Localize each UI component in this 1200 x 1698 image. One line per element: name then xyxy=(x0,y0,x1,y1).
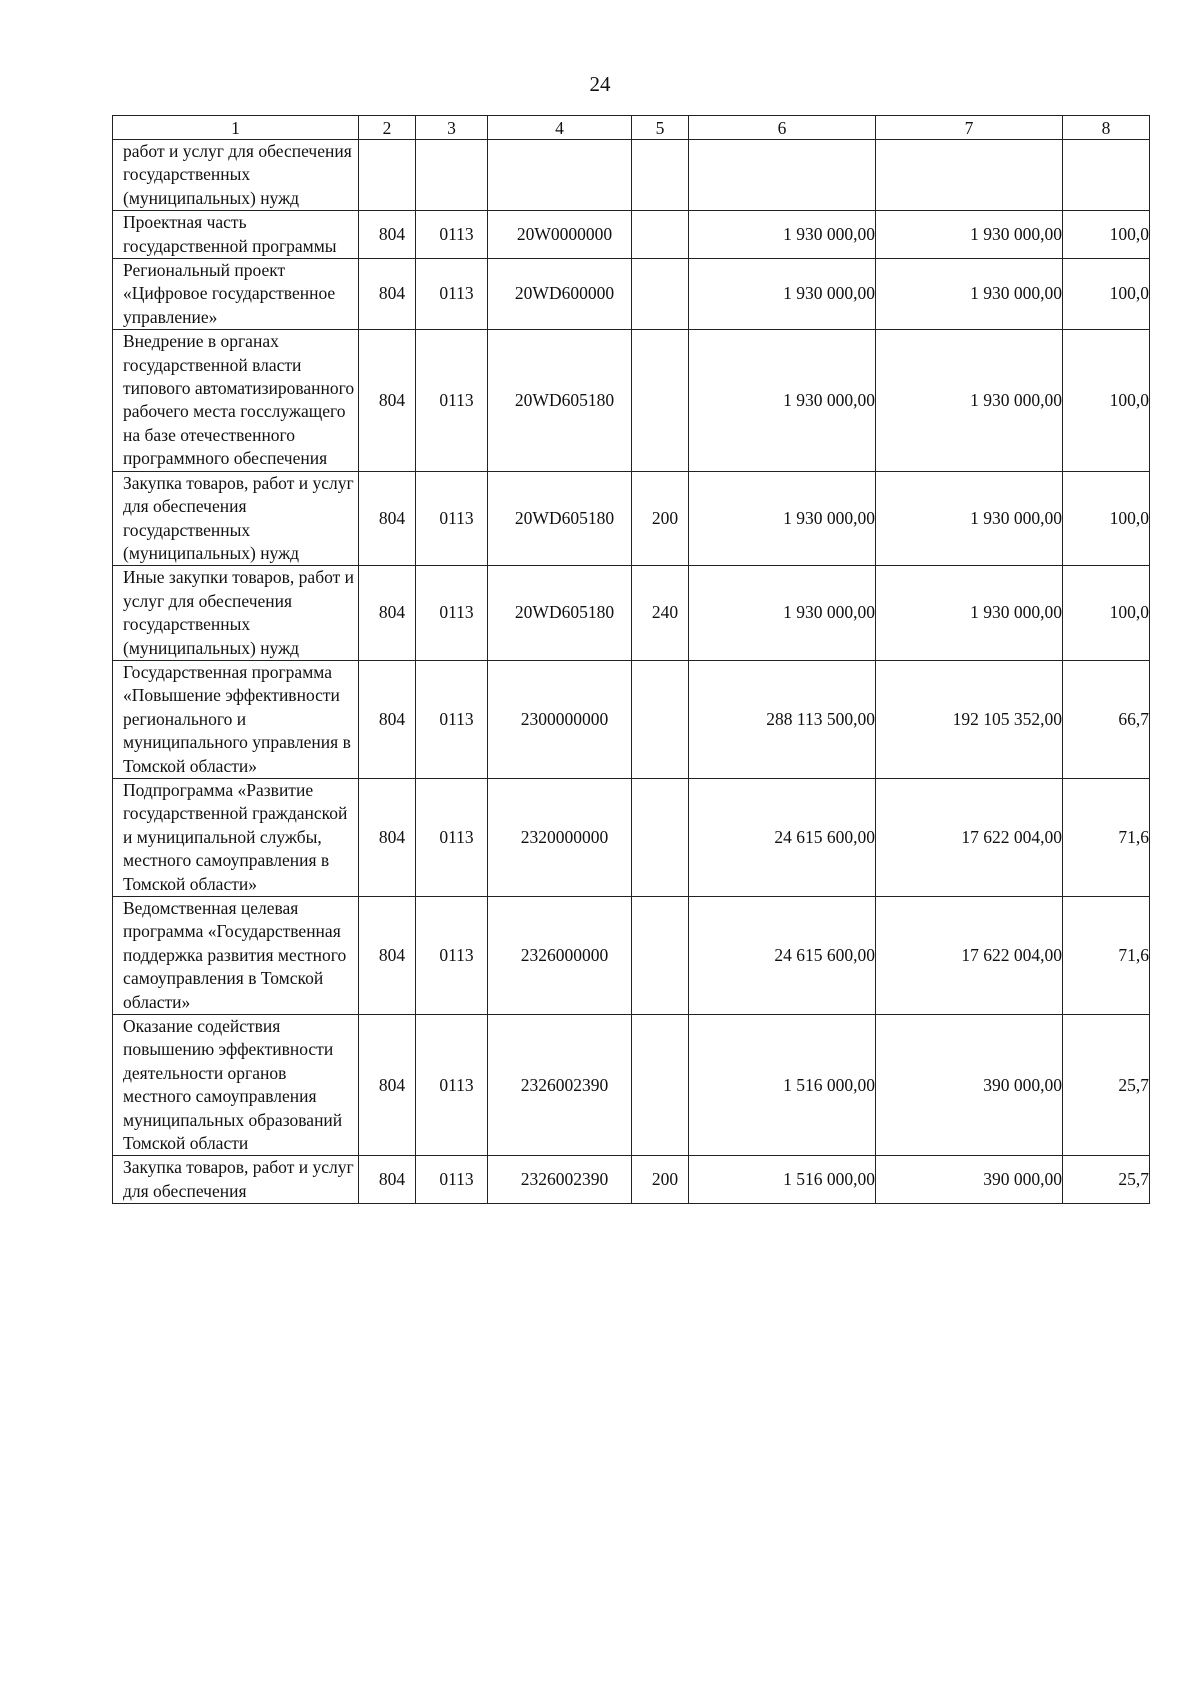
row-name: Подпрограмма «Развитие государственной гражданской и муниципальной службы, местного самоуправления в Томской области» xyxy=(113,778,359,896)
cell-col6: 1 516 000,00 xyxy=(689,1156,876,1204)
cell-col2 xyxy=(359,140,416,211)
table-row xyxy=(113,1015,1150,1156)
table-row xyxy=(113,259,1150,330)
cell-col4: 2326002390 xyxy=(488,1156,632,1204)
row-name: Закупка товаров, работ и услуг для обеспечения xyxy=(113,1156,359,1204)
table-row xyxy=(113,140,1150,211)
col-header: 6 xyxy=(689,116,876,140)
cell-col7: 1 930 000,00 xyxy=(876,211,1063,259)
cell-col3: 0113 xyxy=(416,330,488,471)
cell-col4: 20W0000000 xyxy=(488,211,632,259)
budget-table xyxy=(112,115,1150,1204)
col-header: 4 xyxy=(488,116,632,140)
cell-col4: 20WD605180 xyxy=(488,566,632,661)
cell-col2: 804 xyxy=(359,778,416,896)
cell-col3: 0113 xyxy=(416,897,488,1015)
cell-col4: 2326000000 xyxy=(488,897,632,1015)
cell-col3: 0113 xyxy=(416,471,488,566)
cell-col7: 1 930 000,00 xyxy=(876,566,1063,661)
row-name: Оказание содействия повышению эффективности деятельности органов местного самоуправления муниципальных образований Томской области xyxy=(113,1015,359,1156)
cell-col8: 71,6 xyxy=(1063,897,1150,1015)
row-name: Иные закупки товаров, работ и услуг для обеспечения государственных (муниципальных) нужд xyxy=(113,566,359,661)
cell-col8: 25,7 xyxy=(1063,1015,1150,1156)
col-header: 8 xyxy=(1063,116,1150,140)
cell-col5 xyxy=(632,660,689,778)
cell-col5 xyxy=(632,778,689,896)
col-header: 5 xyxy=(632,116,689,140)
cell-col7: 1 930 000,00 xyxy=(876,259,1063,330)
cell-col3: 0113 xyxy=(416,1015,488,1156)
cell-col3: 0113 xyxy=(416,566,488,661)
cell-col6: 288 113 500,00 xyxy=(689,660,876,778)
row-name: Ведомственная целевая программа «Государственная поддержка развития местного самоуправления в Томской области» xyxy=(113,897,359,1015)
cell-col2: 804 xyxy=(359,897,416,1015)
cell-col4: 20WD600000 xyxy=(488,259,632,330)
row-name: работ и услуг для обеспечения государственных (муниципальных) нужд xyxy=(113,140,359,211)
cell-col3: 0113 xyxy=(416,1156,488,1204)
cell-col4: 20WD605180 xyxy=(488,471,632,566)
cell-col8: 100,0 xyxy=(1063,566,1150,661)
row-name: Закупка товаров, работ и услуг для обеспечения государственных (муниципальных) нужд xyxy=(113,471,359,566)
cell-col7: 390 000,00 xyxy=(876,1156,1063,1204)
cell-col4 xyxy=(488,140,632,211)
cell-col3: 0113 xyxy=(416,778,488,896)
cell-col7 xyxy=(876,140,1063,211)
cell-col7: 17 622 004,00 xyxy=(876,897,1063,1015)
table-row xyxy=(113,1156,1150,1204)
cell-col7: 17 622 004,00 xyxy=(876,778,1063,896)
table-row xyxy=(113,897,1150,1015)
table-row xyxy=(113,566,1150,661)
cell-col3 xyxy=(416,140,488,211)
cell-col3: 0113 xyxy=(416,211,488,259)
col-header: 7 xyxy=(876,116,1063,140)
cell-col2: 804 xyxy=(359,471,416,566)
cell-col6: 1 930 000,00 xyxy=(689,330,876,471)
cell-col8: 25,7 xyxy=(1063,1156,1150,1204)
col-header: 1 xyxy=(113,116,359,140)
cell-col4: 2326002390 xyxy=(488,1015,632,1156)
table-row xyxy=(113,211,1150,259)
cell-col3: 0113 xyxy=(416,259,488,330)
cell-col6 xyxy=(689,140,876,211)
cell-col7: 390 000,00 xyxy=(876,1015,1063,1156)
cell-col6: 24 615 600,00 xyxy=(689,778,876,896)
cell-col7: 1 930 000,00 xyxy=(876,471,1063,566)
cell-col5 xyxy=(632,330,689,471)
row-name: Внедрение в органах государственной власти типового автоматизированного рабочего места госслужащего на базе отечественного программного обеспечения xyxy=(113,330,359,471)
cell-col8 xyxy=(1063,140,1150,211)
cell-col6: 1 930 000,00 xyxy=(689,211,876,259)
col-header: 2 xyxy=(359,116,416,140)
cell-col2: 804 xyxy=(359,566,416,661)
cell-col7: 1 930 000,00 xyxy=(876,330,1063,471)
cell-col8: 100,0 xyxy=(1063,330,1150,471)
row-name: Региональный проект «Цифровое государственное управление» xyxy=(113,259,359,330)
page-number: 24 xyxy=(589,72,611,96)
cell-col2: 804 xyxy=(359,1015,416,1156)
cell-col8: 71,6 xyxy=(1063,778,1150,896)
cell-col2: 804 xyxy=(359,1156,416,1204)
cell-col2: 804 xyxy=(359,330,416,471)
cell-col6: 24 615 600,00 xyxy=(689,897,876,1015)
cell-col6: 1 930 000,00 xyxy=(689,471,876,566)
cell-col8: 66,7 xyxy=(1063,660,1150,778)
cell-col4: 2320000000 xyxy=(488,778,632,896)
cell-col4: 20WD605180 xyxy=(488,330,632,471)
cell-col3: 0113 xyxy=(416,660,488,778)
cell-col5: 200 xyxy=(632,471,689,566)
header-row xyxy=(113,116,1150,140)
cell-col6: 1 930 000,00 xyxy=(689,566,876,661)
cell-col8: 100,0 xyxy=(1063,211,1150,259)
cell-col5 xyxy=(632,211,689,259)
cell-col6: 1 516 000,00 xyxy=(689,1015,876,1156)
cell-col7: 192 105 352,00 xyxy=(876,660,1063,778)
cell-col5 xyxy=(632,897,689,1015)
table-row xyxy=(113,471,1150,566)
col-header: 3 xyxy=(416,116,488,140)
cell-col5 xyxy=(632,1015,689,1156)
table-row xyxy=(113,330,1150,471)
cell-col2: 804 xyxy=(359,660,416,778)
cell-col5: 200 xyxy=(632,1156,689,1204)
cell-col5 xyxy=(632,140,689,211)
cell-col6: 1 930 000,00 xyxy=(689,259,876,330)
row-name: Государственная программа «Повышение эффективности регионального и муниципального управления в Томской области» xyxy=(113,660,359,778)
table-row xyxy=(113,660,1150,778)
cell-col5: 240 xyxy=(632,566,689,661)
table-row xyxy=(113,778,1150,896)
cell-col2: 804 xyxy=(359,211,416,259)
cell-col8: 100,0 xyxy=(1063,471,1150,566)
row-name: Проектная часть государственной программы xyxy=(113,211,359,259)
cell-col5 xyxy=(632,259,689,330)
cell-col8: 100,0 xyxy=(1063,259,1150,330)
cell-col4: 2300000000 xyxy=(488,660,632,778)
cell-col2: 804 xyxy=(359,259,416,330)
